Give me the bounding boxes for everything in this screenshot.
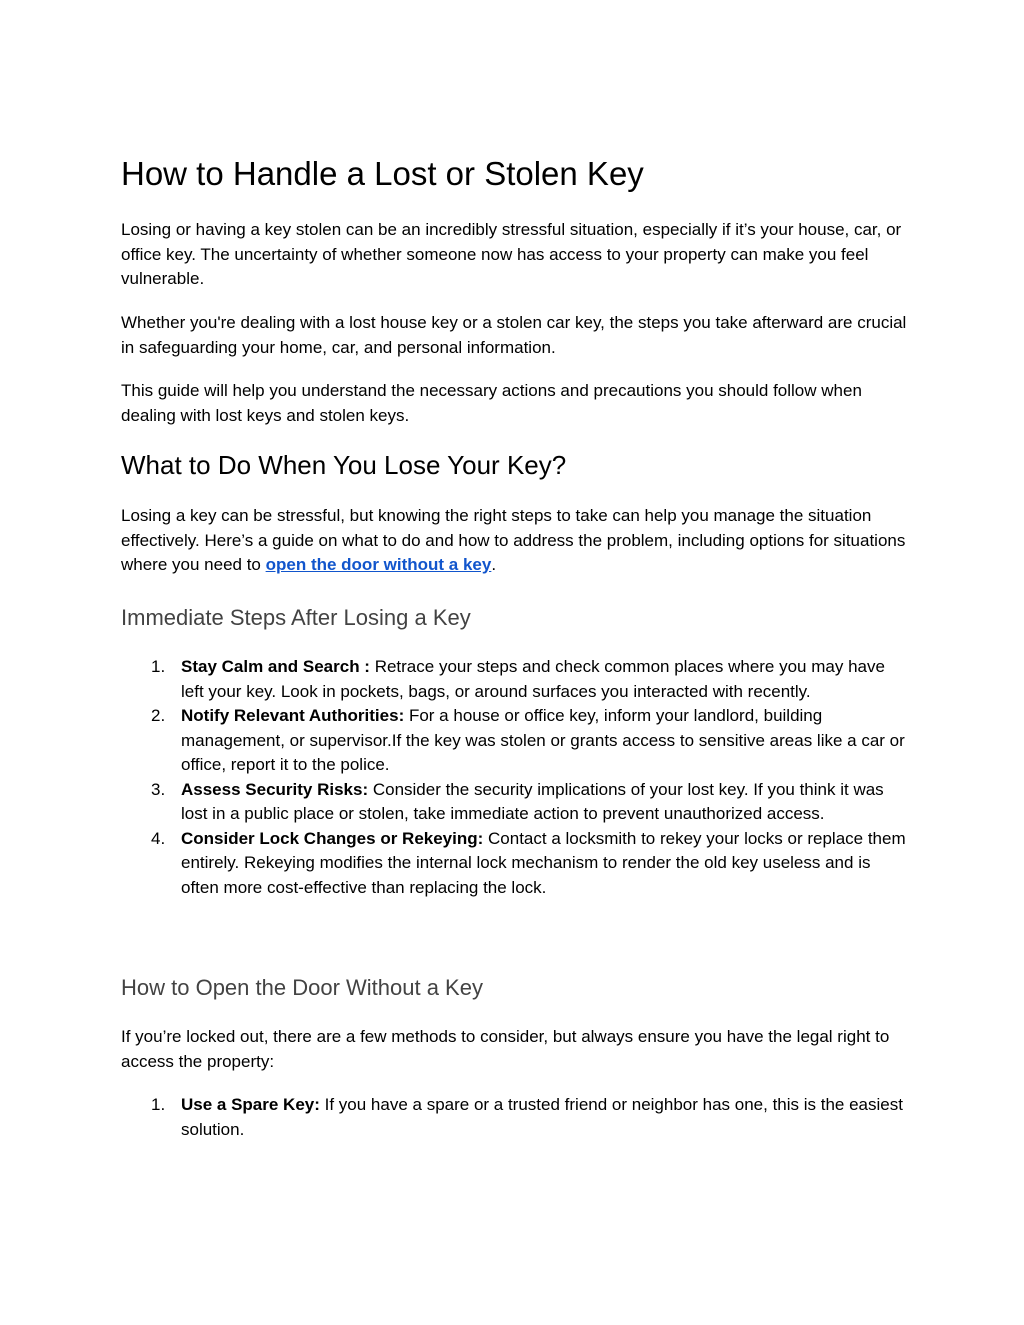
- immediate-steps-list: [121, 655, 907, 900]
- list-number: 1.: [151, 657, 166, 676]
- list-item-bold-label: Assess Security Risks:: [181, 779, 369, 799]
- open-door-paragraph: If you’re locked out, there are a few methods to consider, but always ensure you have the legal right to access the property:: [121, 1027, 890, 1071]
- list-number: 2.: [151, 706, 166, 725]
- list-item-bold-label: Use a Spare Key:: [181, 1095, 320, 1114]
- paragraph-text: Losing a key can be stressful, but knowing the right steps to take can help you manage the situation effectively. Here’s a guide on what to do and how to address the problem, including options for situations where you need to: [121, 506, 906, 574]
- paragraph-text-end: .: [491, 555, 497, 574]
- list-item: [121, 655, 907, 704]
- list-item-text: Contact a locksmith to rekey your locks or replace them entirely. Rekeying modifies the internal lock mechanism to render the old key useless and is often more cost-effective than replacing the lock.: [181, 828, 906, 897]
- list-item-text: For a house or office key, inform your landlord, building management, or supervisor.If the key was stolen or grants access to sensitive areas like a car or office, report it to the police.: [181, 706, 905, 774]
- list-item: [121, 778, 907, 827]
- list-item: [121, 704, 907, 778]
- list-number: 4.: [151, 828, 166, 848]
- list-item-text: If you have a spare or a trusted friend or neighbor has one, this is the easiest solution.: [181, 1095, 903, 1139]
- list-item-bold-label: Stay Calm and Search :: [181, 657, 370, 676]
- open-door-methods-list: [121, 1093, 907, 1142]
- intro-paragraph-1: Losing or having a key stolen can be an incredibly stressful situation, especially if it’s your house, car, or office key. The uncertainty of whether someone now has access to your property can make you feel vulnerable.: [121, 220, 902, 288]
- intro-paragraph-3: This guide will help you understand the necessary actions and precautions you should follow when dealing with lost keys and stolen keys.: [121, 381, 862, 425]
- list-item-bold-label: Consider Lock Changes or Rekeying:: [181, 828, 484, 848]
- subsection-heading-open-door: How to Open the Door Without a Key: [121, 975, 483, 1000]
- section-lose-key-paragraph: [121, 504, 911, 578]
- intro-paragraph-2: Whether you're dealing with a lost house key or a stolen car key, the steps you take afterward are crucial in safeguarding your home, car, and personal information.: [121, 313, 907, 357]
- list-number: 3.: [151, 779, 166, 799]
- open-door-without-key-link[interactable]: open the door without a key: [265, 555, 492, 574]
- section-heading-lose-key: What to Do When You Lose Your Key?: [121, 450, 567, 480]
- list-number: 1.: [151, 1095, 166, 1114]
- document-title: How to Handle a Lost or Stolen Key: [121, 155, 644, 192]
- list-item-bold-label: Notify Relevant Authorities:: [181, 706, 405, 725]
- list-item: [121, 827, 907, 901]
- subsection-heading-immediate-steps: Immediate Steps After Losing a Key: [121, 605, 471, 630]
- list-item-text: Retrace your steps and check common places where you may have left your key. Look in pockets, bags, or around surfaces you interacted with recently.: [181, 657, 885, 701]
- list-item: [121, 1093, 907, 1142]
- list-item-text: Consider the security implications of your lost key. If you think it was lost in a public place or stolen, take immediate action to prevent unauthorized access.: [181, 779, 884, 823]
